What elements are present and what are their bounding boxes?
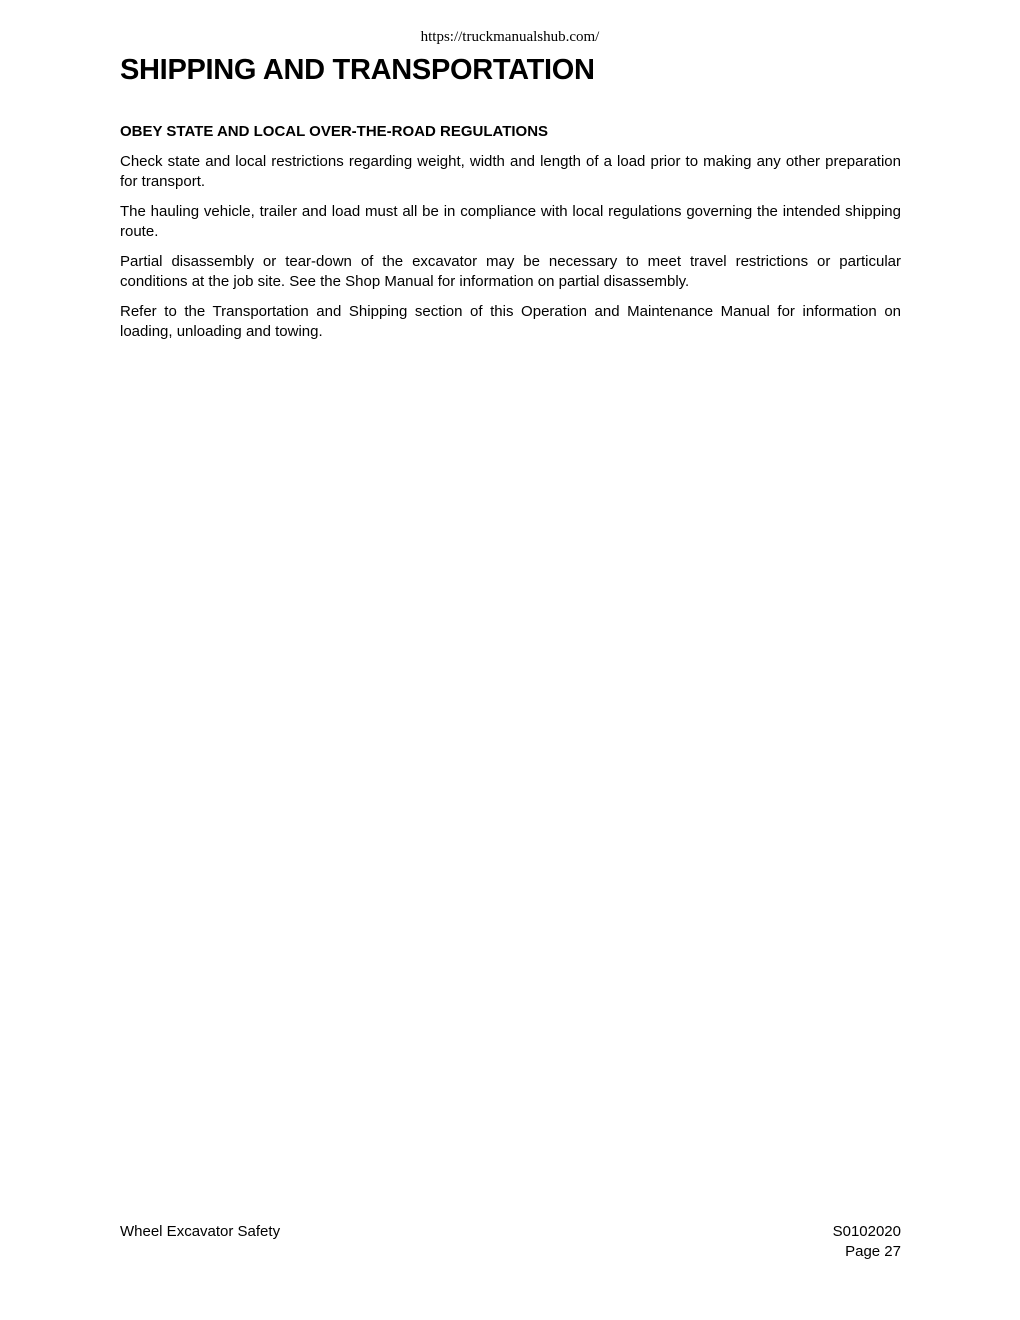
paragraph-load-restrictions: Check state and local restrictions regarding weight, width and length of a load prior to making any other preparation for transport. [120,153,901,190]
footer-document-title: Wheel Excavator Safety [120,1223,281,1240]
section-heading: OBEY STATE AND LOCAL OVER-THE-ROAD REGULATIONS [120,123,549,140]
paragraph-compliance: The hauling vehicle, trailer and load must all be in compliance with local regulations governing the intended shipping route. [120,203,901,240]
source-url: https://truckmanualshub.com/ [420,29,600,45]
page-content [120,52,901,342]
paragraph-reference: Refer to the Transportation and Shipping section of this Operation and Maintenance Manual for information on loading, unloading and towing. [120,303,901,340]
footer-page-info [833,1222,901,1262]
footer-document-code: S0102020 [832,1223,901,1240]
page-title: SHIPPING AND TRANSPORTATION [120,54,595,86]
footer-page-number: Page 27 [845,1243,901,1260]
paragraph-disassembly: Partial disassembly or tear-down of the excavator may be necessary to meet travel restrictions or particular conditions at the job site. See the Shop Manual for information on partial disassembly. [120,253,901,290]
